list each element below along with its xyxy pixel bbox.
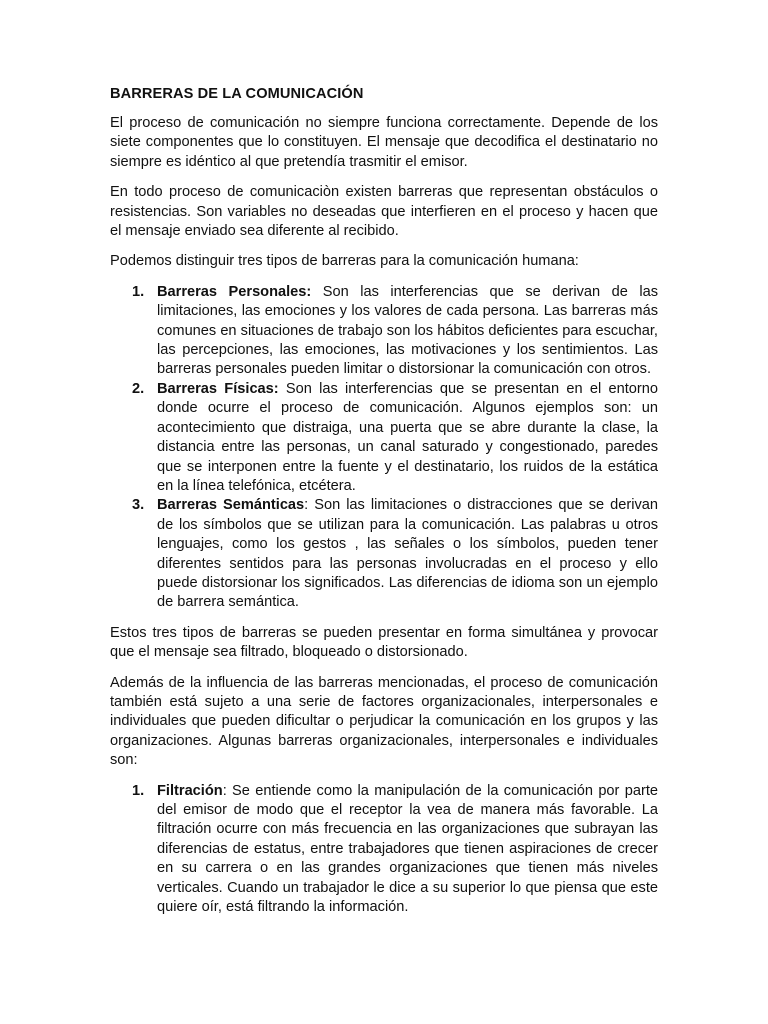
list-item-semantic-barriers [132, 496, 659, 612]
list-item-physical-barriers [132, 380, 658, 496]
list-item-number: 1. [132, 283, 145, 300]
list-item-text: Son las interferencias que se presentan en el entorno donde ocurre el proceso de comunicación. Algunos ejemplos son: un acontecimiento que distraiga, una puerta que se abre durante la clase, la distancia entre las personas, un canal saturado y congestionado, paredes que se interponen entre la fuente y el destinatario, los ruidos de la estática en la línea telefónica, etcétera. [157, 380, 658, 494]
paragraph-barriers-definition: En todo proceso de comunicaciòn existen barreras que representan obstáculos o resistencias. Son variables no deseadas que interfieren en el proceso y hacen que el mensaje enviado sea diferente al recibido. [110, 184, 658, 240]
paragraph-organizational-factors: Además de la influencia de las barreras mencionadas, el proceso de comunicación también está sujeto a una serie de factores organizacionales, interpersonales e individuales que pueden dificultar o perjudicar la comunicación en los grupos y las organizaciones. Algunas barreras organizacionales, interpersonales e individuales son: [110, 674, 658, 769]
organizational-barriers-list [110, 782, 658, 918]
list-item-filtering [132, 782, 658, 918]
list-item-term: Barreras Físicas: [157, 380, 279, 397]
list-item-term: Barreras Personales: [157, 283, 312, 300]
list-item-text: : Son las limitaciones o distracciones que se derivan de los símbolos que se utilizan para la comunicación. Las palabras u otros lenguajes, como los gestos , las señales o los símbolos, pueden tener diferentes sentidos para las personas involucradas en el proceso y ello puede distorsionar los significados. Las diferencias de idioma son un ejemplo de barrera semántica. [157, 497, 659, 611]
list-item-term: Barreras Semánticas [157, 497, 305, 514]
list-item-term: Filtración [157, 782, 223, 799]
paragraph-intro: El proceso de comunicación no siempre funciona correctamente. Depende de los siete componentes que lo constituyen. El mensaje que decodifica el destinatario no siempre es idéntico al que pretendía trasmitir el emisor. [110, 115, 658, 170]
document-page [110, 84, 658, 928]
paragraph-simultaneous-barriers: Estos tres tipos de barreras se pueden presentar en forma simultánea y provocar que el mensaje sea filtrado, bloqueado o distorsionado. [110, 624, 658, 661]
list-item-personal-barriers [132, 283, 658, 380]
document-title: BARRERAS DE LA COMUNICACIÓN [110, 86, 364, 102]
list-item-text: Son las interferencias que se derivan de las limitaciones, las emociones y los valores de cada persona. Las barreras más comunes en situaciones de trabajo son los hábitos deficientes para escuchar, las percepciones, las emociones, las motivaciones y los sentimientos. Las barreras personales pueden limitar o distorsionar la comunicación con otros. [157, 283, 658, 378]
list-item-number: 2. [132, 380, 145, 397]
list-item-text: : Se entiende como la manipulación de la comunicación por parte del emisor de modo que el receptor la vea de manera más favorable. La filtración ocurre con más frecuencia en las organizaciones que subrayan las diferencias de estatus, entre trabajadores que tienen aspiraciones de crecer en su carrera o en las grandes organizaciones que tienen más niveles verticales. Cuando un trabajador le dice a su superior lo que piensa que este quiere oír, está filtrando la información. [157, 782, 658, 916]
barrier-types-list [110, 283, 658, 613]
list-item-number: 1. [132, 782, 145, 799]
paragraph-barrier-types-intro: Podemos distinguir tres tipos de barreras para la comunicación humana: [110, 253, 579, 270]
list-item-number: 3. [132, 497, 145, 514]
